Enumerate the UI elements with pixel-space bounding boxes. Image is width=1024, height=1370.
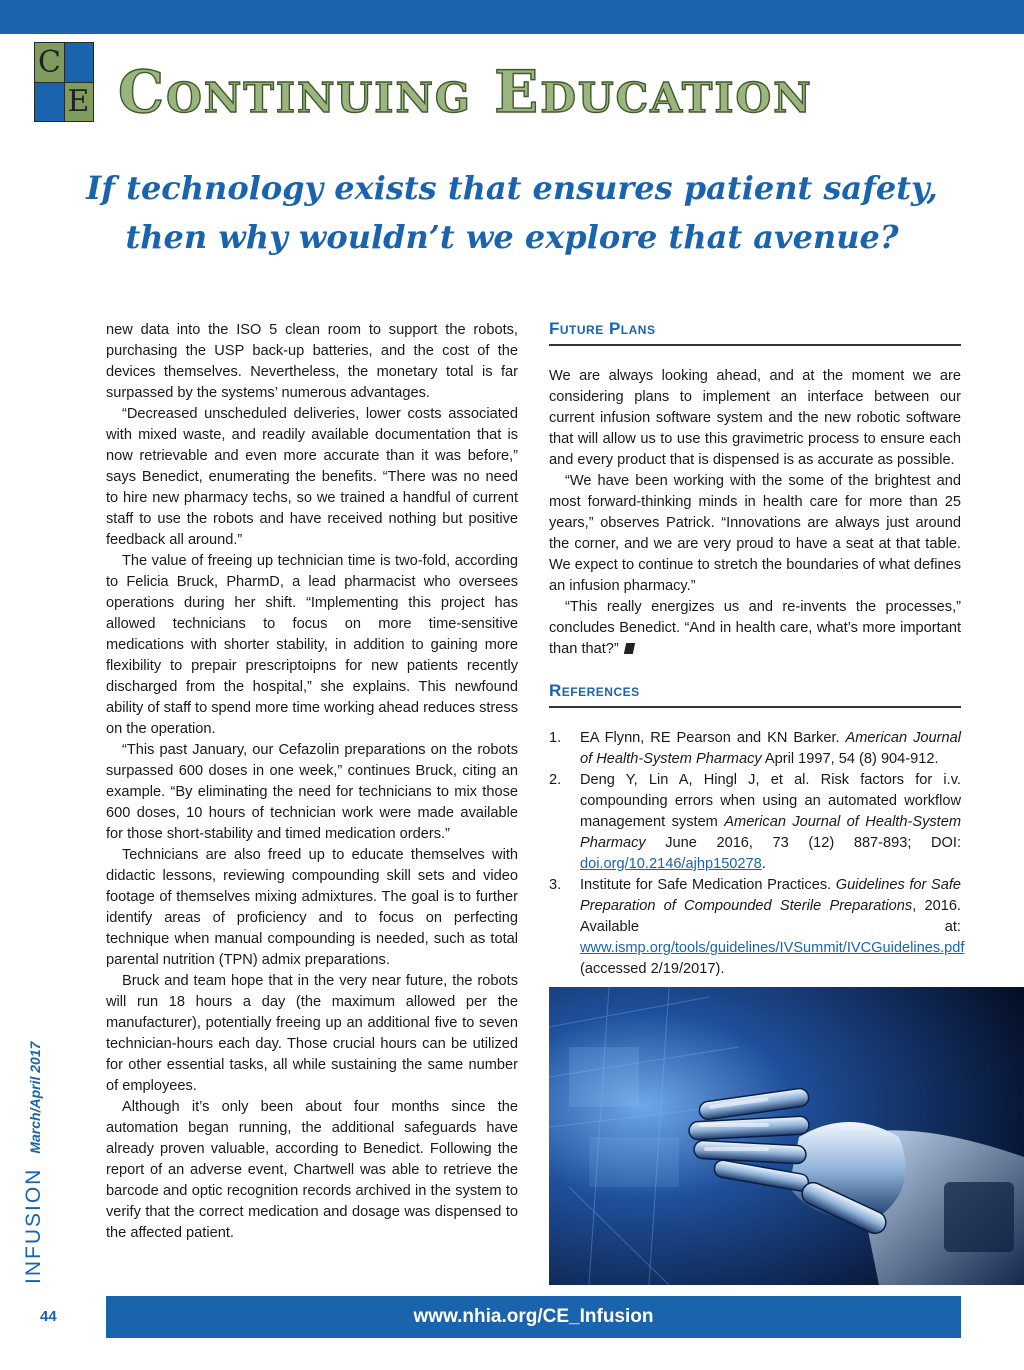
section-spacer — [549, 660, 961, 680]
reference-item — [549, 770, 961, 875]
body-paragraph: We are always looking ahead, and at the moment we are considering plans to implement an interface between our current infusion software system and the new robotic software that will allow us to use this gravimetric process to ensure each and every product that is dispensed is as accurate as possible. — [549, 368, 961, 468]
logo-blue-square — [64, 43, 93, 82]
reference-item — [549, 728, 961, 770]
top-color-bar — [0, 0, 1024, 34]
reference-number: 1. — [549, 730, 562, 746]
references-heading: References — [549, 680, 961, 708]
reference-number: 2. — [549, 772, 562, 788]
closing-quote-text: “This really energizes us and re-invents the processes,” concludes Benedict. “And in health care, what’s more important than that?” — [549, 599, 961, 657]
end-of-article-icon — [624, 643, 635, 654]
ismp-guidelines-link[interactable]: www.ismp.org/tools/guidelines/IVSummit/IVCGuidelines.pdf — [580, 940, 965, 956]
body-paragraph: Technicians are also freed up to educate themselves with didactic lessons, reviewing compounding skill sets and video footage of themselves mixing admixtures. The goal is to further identify areas of proficiency and to focus on perfecting technique when manual compounding is needed, such as total parental nutrition (TPN) admix preparations. — [106, 847, 518, 968]
pull-quote — [60, 164, 964, 262]
footer-bar — [106, 1296, 961, 1338]
reference-text: , 2016. Available at: — [580, 898, 961, 935]
pull-quote-line-2: then why wouldn’t we explore that avenue? — [125, 218, 899, 256]
reference-journal: American Journal of Health-System Pharmacy — [580, 730, 961, 767]
page-number: 44 — [40, 1308, 57, 1325]
reference-text: EA Flynn, RE Pearson and KN Barker. — [580, 730, 846, 746]
reference-text: Institute for Safe Medication Practices. — [580, 877, 836, 893]
reference-text: April 1997, 54 (8) 904-912. — [761, 751, 939, 767]
body-paragraph: “We have been working with the some of the brightest and most forward-thinking minds in health care for more than 25 years,” observes Patrick. “Innovations are always just around the corner, and we are very proud to have a seat at that table. We expect to continue to stretch the boundaries of what defines an infusion pharmacy.” — [549, 473, 961, 594]
body-paragraph: new data into the ISO 5 clean room to support the robots, purchasing the USP back-up batteries, and the cost of the devices themselves. Nevertheless, the monetary total is far surpassed by the systems’ numerous advantages. — [106, 322, 518, 401]
logo-letter-c: C — [35, 43, 64, 82]
body-paragraph: “This past January, our Cefazolin preparations on the robots surpassed 600 doses in one week,” continues Bruck, citing an example. “By eliminating the need for technicians to mix those 600 doses, 10 hours of technician work were made available for those short-stability and timed medication orders.” — [106, 742, 518, 842]
magazine-sidebar — [22, 1042, 46, 1284]
masthead-title: Continuing Education — [118, 58, 813, 126]
footer-url-link[interactable]: www.nhia.org/CE_Infusion — [413, 1306, 654, 1327]
reference-text: Deng Y, Lin A, Hingl J, et al. Risk factors for i.v. compounding errors when using an automated workflow management system — [580, 772, 961, 830]
reference-text: June 2016, 73 (12) 887-893; DOI: — [645, 835, 961, 851]
body-paragraph: Although it’s only been about four months since the automation began running, the additional safeguards have already proven valuable, according to Benedict. Following the report of an adverse event, Chartwell was able to retrieve the barcode and optic recognition records archived in the system to verify that the correct medication and dosage was dispensed to the affected patient. — [106, 1099, 518, 1241]
reference-number: 3. — [549, 877, 562, 893]
ce-logo — [34, 42, 94, 122]
logo-blue-square-lower — [35, 82, 64, 121]
logo-divider-horizontal — [35, 82, 93, 83]
left-column — [106, 320, 518, 1244]
reference-text: . — [761, 856, 766, 872]
reference-item — [549, 875, 965, 980]
pull-quote-line-1: If technology exists that ensures patient safety, — [86, 169, 938, 207]
issue-date: March/April 2017 — [27, 1041, 43, 1154]
robot-hand-illustration — [549, 987, 1024, 1285]
doi-link[interactable]: doi.org/10.2146/ajhp150278 — [580, 856, 762, 872]
body-paragraph: Bruck and team hope that in the very near future, the robots will run 18 hours a day (the maximum allowed per the manufacturer), potentially freeing up an additional five to seven technician-hours each day. Those crucial hours can be utilized for other essential tasks, all while sustaining the same number of employees. — [106, 973, 518, 1094]
logo-letter-e: E — [64, 82, 93, 121]
references-list — [549, 728, 965, 980]
body-paragraph: The value of freeing up technician time is two-fold, according to Felicia Bruck, PharmD, a lead pharmacist who oversees operations during her shift. “Implementing this project has allowed technicians to focus on more time-sensitive medications with shorter stability, in addition to gaining more flexibility to prepair prescriptoipns for new patients recently discharged from the hospital,” she explains. This newfound ability of staff to spend more time working ahead reduces stress on the operation. — [106, 553, 518, 737]
future-plans-heading: Future Plans — [549, 318, 961, 346]
right-column — [549, 318, 965, 980]
body-paragraph — [549, 597, 961, 660]
reference-journal: American Journal of Health-System Pharmacy — [580, 814, 961, 851]
reference-text: (accessed 2/19/2017). — [580, 961, 725, 977]
body-paragraph: “Decreased unscheduled deliveries, lower costs associated with mixed waste, and readily available documentation that is now retrievable and even more accurate than it was before,” says Benedict, enumerating the benefits. “There was no need to hire new pharmacy techs, so we trained a handful of current staff to use the robots and have received nothing but positive feedback all around.” — [106, 406, 518, 548]
reference-journal: Guidelines for Safe Preparation of Compounded Sterile Preparations — [580, 877, 961, 914]
magazine-brand: INFUSION — [22, 1167, 45, 1284]
robot-hand-photo — [549, 987, 1024, 1285]
